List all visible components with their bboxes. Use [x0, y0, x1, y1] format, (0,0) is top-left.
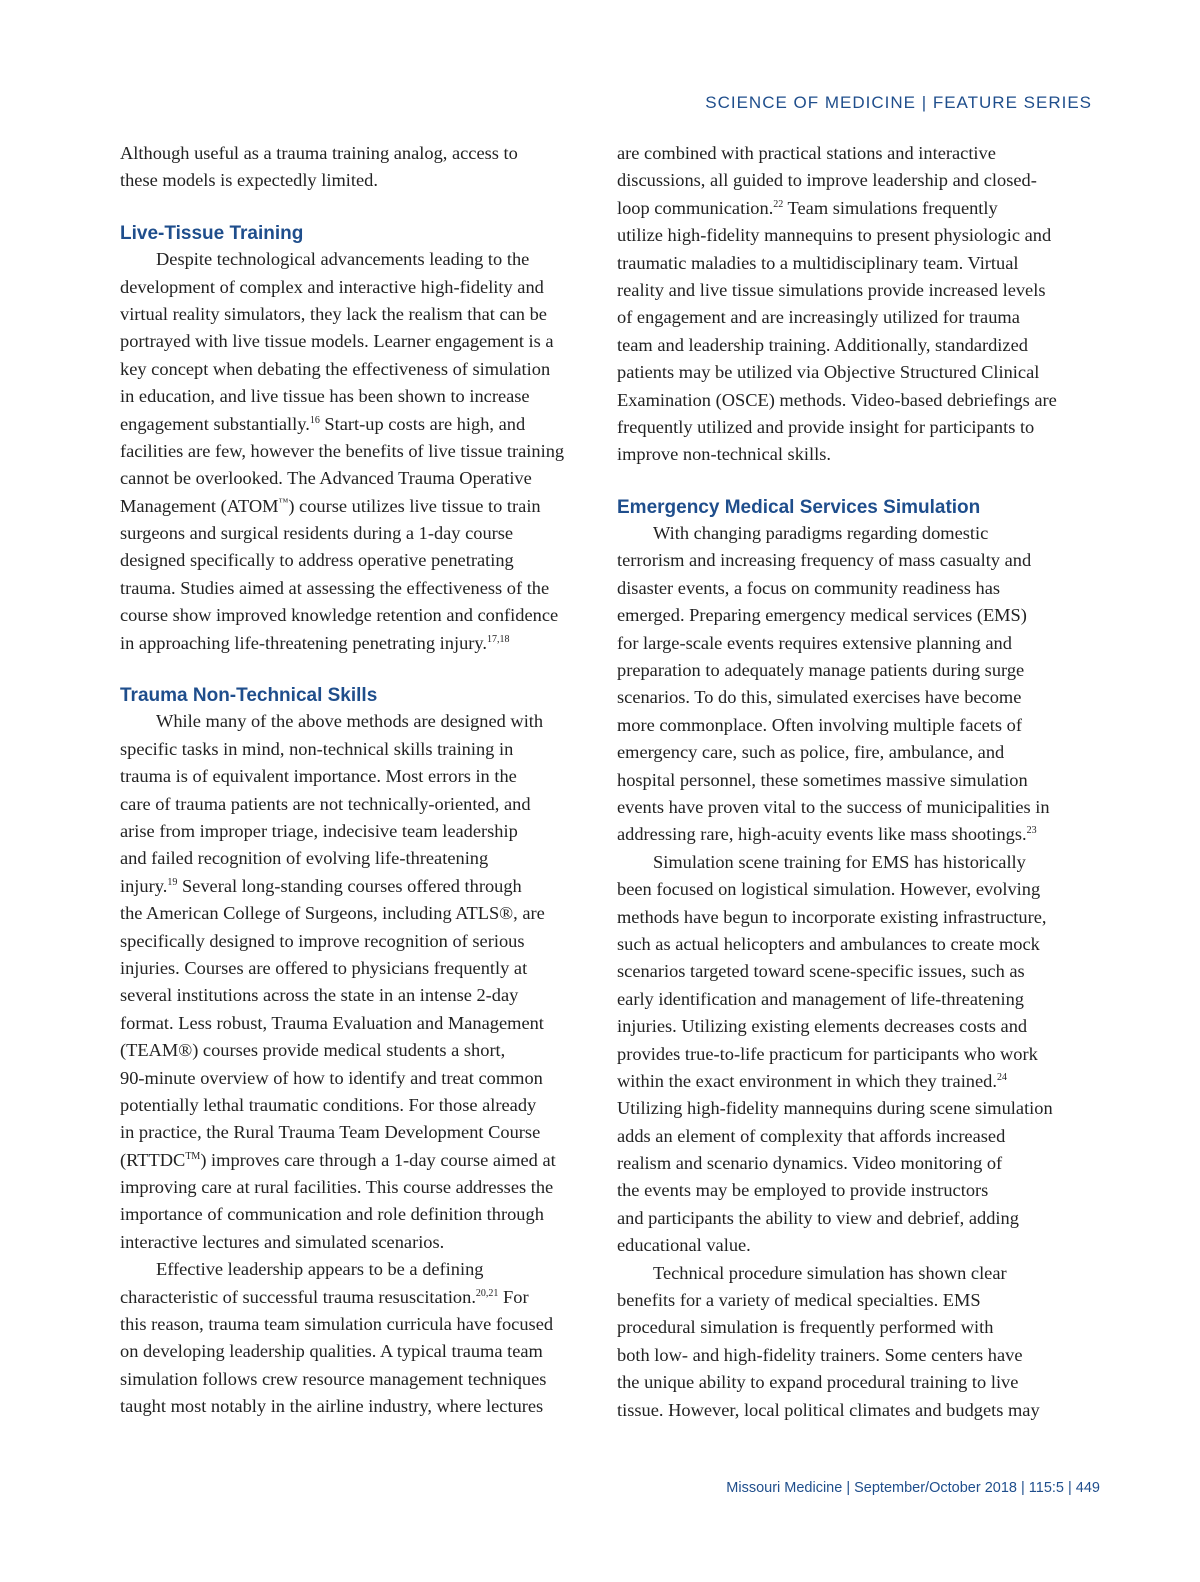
line-text: arise from improper triage, indecisive team leadership [120, 820, 518, 841]
line-text: and participants the ability to view and debrief, adding [617, 1207, 1019, 1228]
text-line [120, 955, 596, 982]
line-text: scenarios. To do this, simulated exercises have become [617, 687, 1022, 708]
text-line [120, 900, 596, 927]
text-line [120, 1147, 596, 1174]
line-text: key concept when debating the effectiveness of simulation [120, 358, 551, 379]
text-line [617, 1397, 1093, 1424]
text-line [617, 547, 1093, 574]
line-text: educational value. [617, 1235, 751, 1256]
line-text: virtual reality simulators, they lack the realism that can be [120, 303, 547, 324]
text-line [617, 414, 1093, 441]
section-heading: Live-Tissue Training [120, 222, 304, 244]
text-line [120, 411, 596, 438]
line-text: development of complex and interactive high-fidelity and [120, 276, 544, 297]
text-line [617, 167, 1093, 194]
line-text: more commonplace. Often involving multiple facets of [617, 714, 1022, 735]
line-text: traumatic maladies to a multidisciplinary team. Virtual [617, 252, 1019, 273]
text-line [120, 1065, 596, 1092]
text-line [617, 441, 1093, 468]
line-text: patients may be utilized via Objective Structured Clinical [617, 362, 1040, 383]
line-text: format. Less robust, Trauma Evaluation and Management [120, 1012, 544, 1033]
citation-superscript: 24 [996, 1071, 1007, 1083]
line-text: provides true-to-life practicum for participants who work [617, 1043, 1038, 1064]
line-text: Utilizing high-fidelity mannequins during scene simulation [617, 1098, 1053, 1119]
line-text: reality and live tissue simulations provide increased levels [617, 279, 1046, 300]
left-column [120, 140, 596, 1421]
line-text: this reason, trauma team simulation curricula have focused [120, 1314, 554, 1335]
text-line [120, 1037, 596, 1064]
text-line [120, 763, 596, 790]
line-text: preparation to adequately manage patients during surge [617, 660, 1025, 681]
line-text: the American College of Surgeons, including ATLS®, are [120, 903, 545, 924]
text-line [617, 140, 1093, 167]
line-text: taught most notably in the airline industry, where lectures [120, 1396, 544, 1417]
citation-superscript: ™ [278, 496, 289, 508]
text-line [120, 873, 596, 900]
line-text: emergency care, such as police, fire, ambulance, and [617, 742, 1005, 763]
line-text: adds an element of complexity that affords increased [617, 1125, 1006, 1146]
line-text: engagement substantially. [120, 413, 310, 434]
line-text: the unique ability to expand procedural training to live [617, 1372, 1019, 1393]
text-line [617, 1205, 1093, 1232]
line-text: in practice, the Rural Trauma Team Development Course [120, 1122, 541, 1143]
line-text: importance of communication and role definition through [120, 1204, 544, 1225]
line-text: in approaching life-threatening penetrating injury. [120, 632, 487, 653]
line-text: these models is expectedly limited. [120, 170, 378, 191]
section-heading: Trauma Non-Technical Skills [120, 685, 378, 707]
text-line [617, 904, 1093, 931]
text-line [617, 931, 1093, 958]
citation-superscript: 19 [167, 876, 178, 888]
citation-superscript: 20,21 [475, 1287, 499, 1299]
line-text: designed specifically to address operative penetrating [120, 550, 514, 571]
line-text: Examination (OSCE) methods. Video-based debriefings are [617, 389, 1057, 410]
text-line [617, 195, 1093, 222]
line-text: within the exact environment in which they trained. [617, 1070, 997, 1091]
line-text: surgeons and surgical residents during a 1-day course [120, 523, 514, 544]
line-text-continued: ) course utilizes live tissue to train [288, 495, 541, 516]
text-line [120, 1338, 596, 1365]
text-line [617, 1068, 1093, 1095]
text-line [617, 876, 1093, 903]
text-line [617, 1123, 1093, 1150]
line-text-continued: For [498, 1286, 529, 1307]
text-line [617, 794, 1093, 821]
line-text: the events may be employed to provide instructors [617, 1180, 989, 1201]
line-text: addressing rare, high-acuity events like mass shootings. [617, 824, 1027, 845]
text-line [120, 1311, 596, 1338]
text-line [617, 1369, 1093, 1396]
line-text: benefits for a variety of medical specialties. EMS [617, 1290, 981, 1311]
paragraph-gap [120, 657, 596, 681]
citation-superscript: 22 [773, 198, 784, 210]
line-text: methods have begun to incorporate existing infrastructure, [617, 906, 1047, 927]
page-footer: Missouri Medicine | September/October 2018 | 115:5 | 449 [726, 1480, 1100, 1496]
line-text: several institutions across the state in an intense 2-day [120, 985, 519, 1006]
citation-superscript: TM [185, 1150, 201, 1162]
line-text: simulation follows crew resource management techniques [120, 1368, 547, 1389]
text-line [120, 465, 596, 492]
line-text: care of trauma patients are not technically-oriented, and [120, 793, 531, 814]
line-text: are combined with practical stations and interactive [617, 143, 996, 163]
line-text: scenarios targeted toward scene-specific issues, such as [617, 961, 1025, 982]
text-line [617, 520, 1093, 547]
text-line [617, 1260, 1093, 1287]
line-text: disaster events, a focus on community readiness has [617, 577, 1001, 598]
line-text: utilize high-fidelity mannequins to present physiologic and [617, 225, 1052, 246]
citation-superscript: 23 [1026, 825, 1037, 837]
text-line [617, 630, 1093, 657]
text-line [120, 520, 596, 547]
line-text: procedural simulation is frequently performed with [617, 1317, 994, 1338]
line-text: emerged. Preparing emergency medical services (EMS) [617, 605, 1027, 626]
line-text: hospital personnel, these sometimes massive simulation [617, 769, 1028, 790]
line-text: on developing leadership qualities. A typical trauma team [120, 1341, 543, 1362]
text-line [120, 1229, 596, 1256]
line-text: such as actual helicopters and ambulances to create mock [617, 933, 1040, 954]
text-line [120, 708, 596, 735]
text-line [120, 246, 596, 273]
line-text: of engagement and are increasingly utilized for trauma [617, 307, 1020, 328]
line-text: characteristic of successful trauma resuscitation. [120, 1286, 476, 1307]
section-heading: Emergency Medical Services Simulation [617, 496, 981, 518]
text-line [120, 1366, 596, 1393]
line-text: in education, and live tissue has been shown to increase [120, 386, 530, 407]
line-text: trauma. Studies aimed at assessing the effectiveness of the [120, 577, 550, 598]
line-text-continued: Team simulations frequently [783, 197, 998, 218]
line-text-continued: Several long-standing courses offered through [177, 875, 522, 896]
text-line [120, 328, 596, 355]
text-line [617, 1342, 1093, 1369]
text-line [120, 493, 596, 520]
line-text: portrayed with live tissue models. Learner engagement is a [120, 331, 554, 352]
text-line [617, 359, 1093, 386]
line-text: and failed recognition of evolving life-threatening [120, 848, 489, 869]
text-line [120, 301, 596, 328]
paragraph-gap [120, 195, 596, 219]
text-line [120, 845, 596, 872]
line-text: Simulation scene training for EMS has historically [653, 851, 1026, 872]
text-line [120, 630, 596, 657]
line-text: early identification and management of life-threatening [617, 988, 1024, 1009]
text-line [617, 602, 1093, 629]
line-text: Management (ATOM [120, 495, 279, 516]
text-line [120, 736, 596, 763]
text-line [617, 222, 1093, 249]
line-text: improving care at rural facilities. This course addresses the [120, 1177, 554, 1198]
text-line [617, 1314, 1093, 1341]
text-line [617, 1095, 1093, 1122]
text-line [120, 1119, 596, 1146]
line-text-continued: Start-up costs are high, and [319, 413, 526, 434]
text-line [120, 1201, 596, 1228]
text-line [120, 1092, 596, 1119]
line-text: Effective leadership appears to be a defining [156, 1259, 484, 1280]
text-line [617, 332, 1093, 359]
text-line [120, 1174, 596, 1201]
text-line [617, 849, 1093, 876]
line-text: interactive lectures and simulated scenarios. [120, 1231, 445, 1252]
text-line [617, 277, 1093, 304]
text-line [120, 438, 596, 465]
line-text: events have proven vital to the success of municipalities in [617, 796, 1050, 817]
line-text: With changing paradigms regarding domestic [653, 523, 989, 544]
line-text: team and leadership training. Additionally, standardized [617, 334, 1028, 355]
text-line [617, 767, 1093, 794]
text-line [617, 304, 1093, 331]
line-text: facilities are few, however the benefits of live tissue training [120, 440, 565, 461]
line-text: (TEAM®) courses provide medical students a short, [120, 1040, 506, 1061]
line-text: been focused on logistical simulation. However, evolving [617, 879, 1041, 900]
line-text-continued: ) improves care through a 1-day course aimed at [200, 1149, 556, 1170]
text-line [617, 1177, 1093, 1204]
text-line [120, 1393, 596, 1420]
text-line [120, 791, 596, 818]
text-line [120, 356, 596, 383]
text-line [120, 1010, 596, 1037]
line-text: cannot be overlooked. The Advanced Trauma Operative [120, 468, 532, 489]
text-line [120, 602, 596, 629]
line-text: injuries. Utilizing existing elements decreases costs and [617, 1016, 1028, 1037]
line-text: improve non-technical skills. [617, 444, 831, 465]
text-line [120, 1256, 596, 1283]
text-line [617, 684, 1093, 711]
line-text: terrorism and increasing frequency of mass casualty and [617, 550, 1032, 571]
right-column [617, 140, 1093, 1424]
text-line [617, 712, 1093, 739]
text-line [617, 1287, 1093, 1314]
line-text: frequently utilized and provide insight for participants to [617, 416, 1035, 437]
line-text: (RTTDC [120, 1149, 186, 1170]
citation-superscript: 17,18 [487, 633, 510, 645]
line-text: 90-minute overview of how to identify and treat common [120, 1067, 543, 1088]
line-text: both low- and high-fidelity trainers. Some centers have [617, 1344, 1023, 1365]
text-line [617, 387, 1093, 414]
text-line [617, 657, 1093, 684]
text-line [617, 1150, 1093, 1177]
text-line [120, 383, 596, 410]
line-text: Technical procedure simulation has shown clear [653, 1262, 1007, 1283]
line-text: injuries. Courses are offered to physicians frequently at [120, 957, 528, 978]
paragraph-gap [617, 469, 1093, 493]
line-text: tissue. However, local political climates and budgets may [617, 1399, 1040, 1420]
line-text: realism and scenario dynamics. Video monitoring of [617, 1153, 1003, 1174]
text-line [617, 250, 1093, 277]
text-line [120, 818, 596, 845]
line-text: Despite technological advancements leading to the [156, 249, 530, 270]
line-text: potentially lethal traumatic conditions. For those already [120, 1094, 537, 1115]
text-line [617, 739, 1093, 766]
text-line [617, 1041, 1093, 1068]
text-line [120, 982, 596, 1009]
text-line [617, 958, 1093, 985]
line-text: specific tasks in mind, non-technical skills training in [120, 738, 514, 759]
text-line [120, 274, 596, 301]
text-line [617, 575, 1093, 602]
line-text: for large-scale events requires extensive planning and [617, 632, 1012, 653]
text-line [120, 575, 596, 602]
line-text: trauma is of equivalent importance. Most errors in the [120, 766, 517, 787]
text-line [617, 1232, 1093, 1259]
text-line [120, 140, 596, 167]
text-line [120, 547, 596, 574]
line-text: specifically designed to improve recognition of serious [120, 930, 525, 951]
text-line [120, 1284, 596, 1311]
line-text: While many of the above methods are designed with [156, 711, 544, 732]
text-line [617, 1013, 1093, 1040]
line-text: course show improved knowledge retention and confidence [120, 605, 559, 626]
text-line [120, 928, 596, 955]
line-text: injury. [120, 875, 168, 896]
citation-superscript: 16 [309, 414, 320, 426]
line-text: Although useful as a trauma training analog, access to [120, 143, 518, 163]
text-line [617, 821, 1093, 848]
running-header: SCIENCE OF MEDICINE | FEATURE SERIES [705, 93, 1092, 112]
line-text: discussions, all guided to improve leadership and closed- [617, 170, 1037, 191]
text-line [617, 986, 1093, 1013]
line-text: loop communication. [617, 197, 774, 218]
text-line [120, 167, 596, 194]
